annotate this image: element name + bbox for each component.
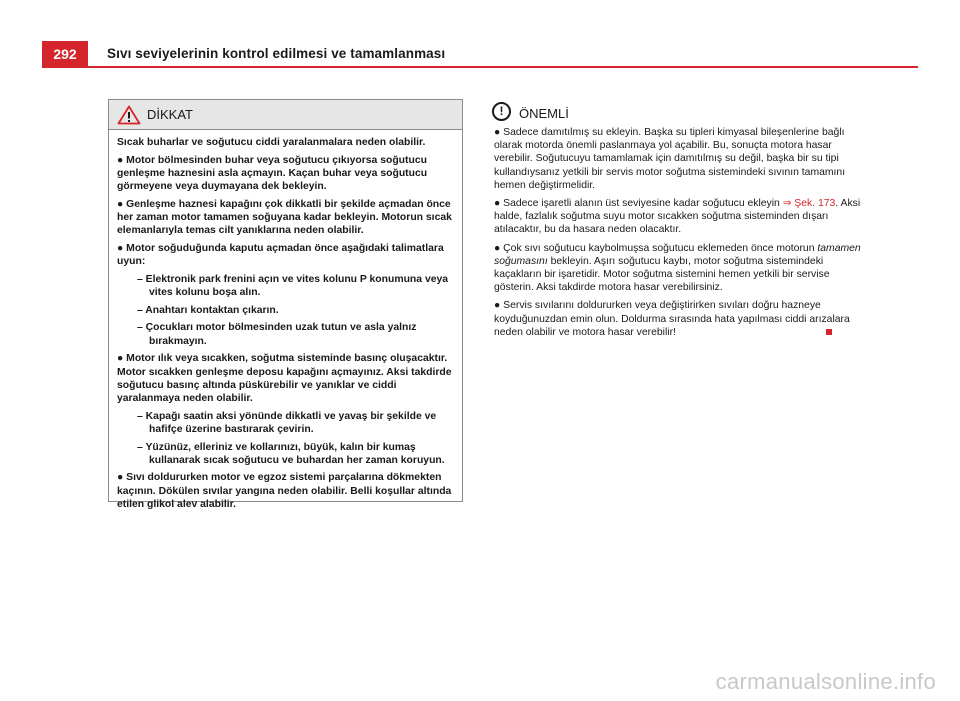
warning-body — [109, 130, 462, 511]
warning-bullet: ● Genleşme haznesi kapağını çok dikkatli bir şekilde açmadan önce her zaman motor tamamen soğuyana kadar bekleyin. Motorun sıcak elemanlarıyla temas cilt yanıklarına neden olabilir. — [117, 198, 452, 237]
warning-bullet: ● Motor ılık veya sıcakken, soğutma sisteminde basınç oluşacaktır. Motor sıcakken genleşme deposu kapağını açmayınız. Aksi takdirde soğutucu basınç altında püskürebilir ve yanıklar ve ciddi yaralanmaya neden olabilir. — [117, 353, 452, 404]
notice-title: ÖNEMLİ — [519, 106, 569, 121]
warning-subitem: – Kapağı saatin aksi yönünde dikkatli ve yavaş bir şekilde ve hafifçe üzerine bastırarak çevirin. — [137, 410, 437, 435]
section-end-marker — [826, 329, 832, 335]
figure-reference-link[interactable]: ⇒ Şek. 173 — [782, 198, 836, 210]
notice-bullet — [494, 299, 862, 339]
notice-text: ● Servis sıvılarını doldururken veya değiştirirken sıvıları doğru hazneye koyduğunuzdan emin olun. Doldurma sırasında hata yapılması ciddi arızalara neden olabilir ve motora hasar verebilir! — [494, 300, 850, 338]
warning-triangle-icon — [117, 105, 141, 125]
warning-subitem: – Anahtarı kontaktan çıkarın. — [137, 304, 279, 316]
exclamation-circle-icon: ! — [492, 102, 511, 121]
notice-emphasis: tamamen soğumasını — [494, 242, 861, 267]
warning-subitem: – Çocukları motor bölmesinden uzak tutun ve asla yalnız bırakmayın. — [137, 322, 417, 347]
notice-body — [494, 126, 862, 339]
warning-bullet: ● Motor soğuduğunda kaputu açmadan önce aşağıdaki talimatlara uyun: — [117, 242, 444, 268]
warning-box — [108, 99, 463, 510]
header-divider — [42, 66, 918, 68]
notice-bullet — [494, 242, 862, 295]
warning-paragraph: Sıcak buharlar ve soğutucu ciddi yaralanmalara neden olabilir. — [117, 137, 426, 148]
notice-text: bekleyin. Aşırı soğutucu kaybı, motor soğutma sistemindeki kaçakların bir işaretidir. Motor soğutma sistemini hemen yetkili bir servise gösterin. Aksi takdirde motora hasar verebilirsiniz. — [494, 255, 830, 294]
watermark: carmanualsonline.info — [715, 669, 936, 694]
warning-bullet: ● Sıvı doldururken motor ve egzoz sistemi parçalarına dökmekten kaçının. Dökülen sıvılar yangına neden olabilir. Belli koşullar altında etilen glikol alev alabilir. — [117, 472, 452, 510]
warning-title: DİKKAT — [147, 107, 193, 122]
notice-text: . Aksi halde, fazlalık soğutma suyu motor sıcakken soğutma sisteminden dışarı atılacaktır, bu da hasara neden olacaktır. — [494, 198, 861, 236]
notice-bullet — [494, 197, 862, 237]
notice-text: ● Sadece işaretli alanın üst seviyesine kadar soğutucu ekleyin — [494, 198, 783, 210]
page-number: 292 — [42, 41, 88, 67]
warning-header — [109, 100, 462, 130]
warning-bullet: ● Motor bölmesinden buhar veya soğutucu çıkıyorsa soğutucu genleşme haznesini asla açmayın. Kaçan buhar veya soğutucu görmeyene veya duymayana dek bekleyin. — [117, 154, 428, 193]
notice-bullet: ● Sadece damıtılmış su ekleyin. Başka su tipleri kimyasal bileşenlerine bağlı olarak motorda önemli paslanmaya yol açabilir. Bu, sonuçta motora hasar verebilir. Soğutucuyu tamamlamak için damıtılmış su değil, başka bir su tipi kullandıysanız yetkili bir servis motor soğutma sistemindeki sıvının tamamını hemen değiştirmelidir. — [494, 127, 846, 191]
notice-header — [492, 99, 862, 123]
warning-subitem: – Yüzünüz, elleriniz ve kollarınızı, büyük, kalın bir kumaş kullanarak sıcak soğutucu ve buhardan her zaman koruyun. — [137, 441, 445, 466]
page-title: Sıvı seviyelerinin kontrol edilmesi ve tamamlanması — [107, 46, 446, 61]
warning-subitem: – Elektronik park frenini açın ve vites kolunu P konumuna veya vites kolunu boşa alın. — [137, 273, 449, 299]
notice-text: ● Çok sıvı soğutucu kaybolmuşsa soğutucu eklemeden önce motorun — [494, 242, 818, 254]
notice-section — [494, 99, 862, 344]
